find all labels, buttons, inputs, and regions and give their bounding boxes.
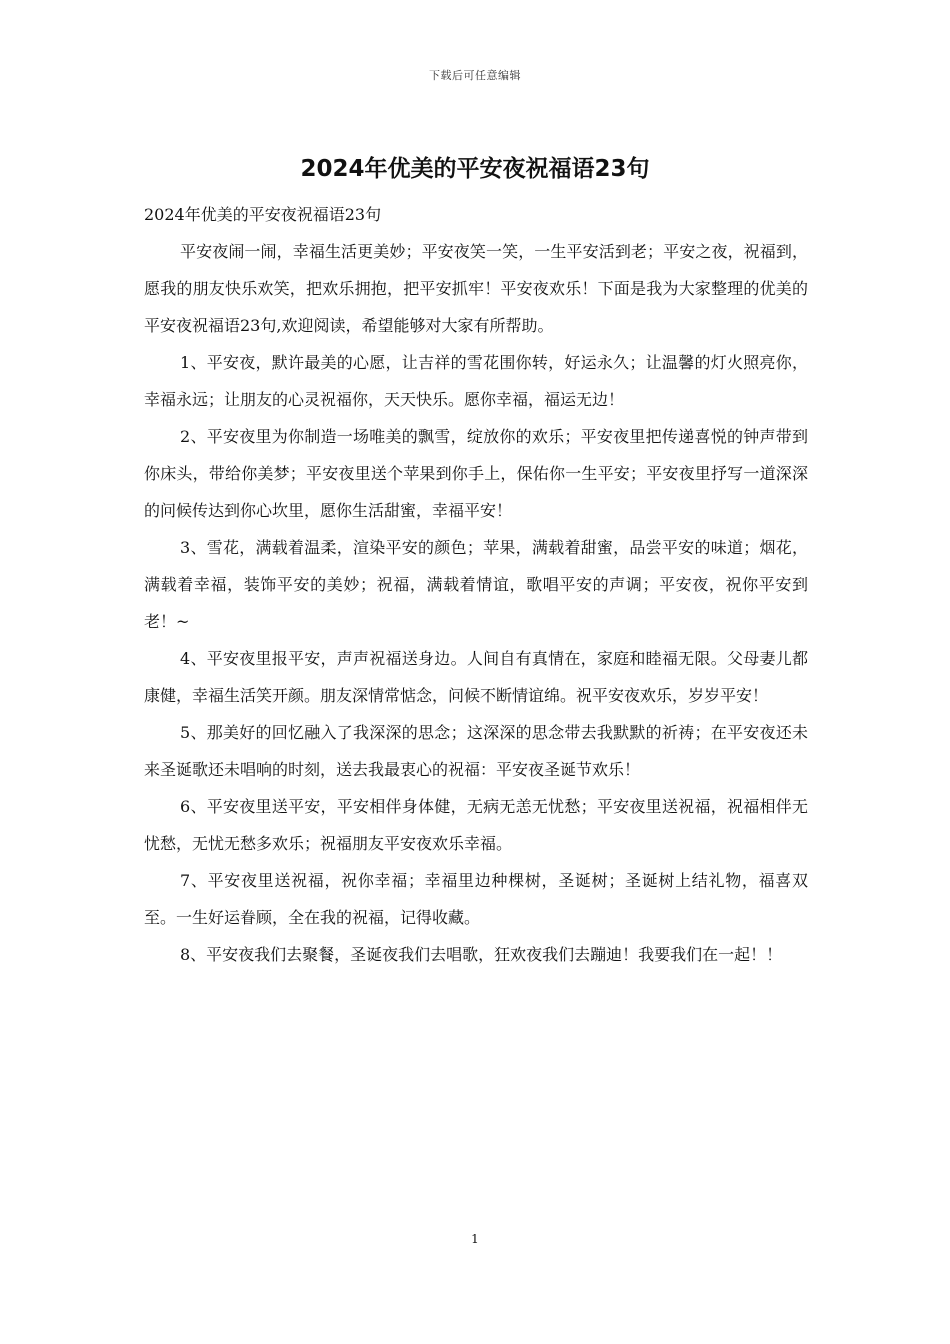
greeting-paragraph-3: 3、雪花，满载着温柔，渲染平安的颜色；苹果，满载着甜蜜，品尝平安的味道；烟花，满载着幸福，装饰平安的美妙；祝福，满载着情谊，歌唱平安的声调；平安夜，祝你平安到老！~ [144,538,808,631]
greeting-paragraph-2: 2、平安夜里为你制造一场唯美的飘雪，绽放你的欢乐；平安夜里把传递喜悦的钟声带到你床头，带给你美梦；平安夜里送个苹果到你手上，保佑你一生平安；平安夜里抒写一道深深的问候传达到你心坎里，愿你生活甜蜜，幸福平安！ [144,427,808,520]
greeting-paragraph-6: 6、平安夜里送平安，平安相伴身体健，无病无恙无忧愁；平安夜里送祝福，祝福相伴无忧愁，无忧无愁多欢乐；祝福朋友平安夜欢乐幸福。 [144,797,808,853]
greeting-paragraph-5: 5、那美好的回忆融入了我深深的思念；这深深的思念带去我默默的祈祷；在平安夜还未来圣诞歌还未唱响的时刻，送去我最衷心的祝福：平安夜圣诞节欢乐！ [144,723,808,779]
greeting-paragraph-1: 1、平安夜，默许最美的心愿，让吉祥的雪花围你转，好运永久；让温馨的灯火照亮你，幸福永远；让朋友的心灵祝福你，天天快乐。愿你幸福，福运无边！ [144,353,808,409]
document-title: 2024年优美的平安夜祝福语23句 [300,156,650,182]
intro-paragraph: 平安夜闹一闹，幸福生活更美妙；平安夜笑一笑，一生平安活到老；平安之夜，祝福到，愿我的朋友快乐欢笑，把欢乐拥抱，把平安抓牢！平安夜欢乐！下面是我为大家整理的优美的平安夜祝福语23句,欢迎阅读，希望能够对大家有所帮助。 [144,242,808,335]
greeting-paragraph-8: 8、平安夜我们去聚餐，圣诞夜我们去唱歌，狂欢夜我们去蹦迪！我要我们在一起！！ [180,945,783,964]
greeting-paragraph-4: 4、平安夜里报平安，声声祝福送身边。人间自有真情在，家庭和睦福无限。父母妻儿都康健，幸福生活笑开颜。朋友深情常惦念，问候不断情谊绵。祝平安夜欢乐，岁岁平安！ [144,649,808,705]
page-header-note: 下载后可任意编辑 [429,69,521,82]
document-body [144,196,808,973]
document-subtitle: 2024年优美的平安夜祝福语23句 [144,205,382,224]
page-number: 1 [471,1232,479,1246]
greeting-paragraph-7: 7、平安夜里送祝福，祝你幸福；幸福里边种棵树，圣诞树；圣诞树上结礼物，福喜双至。一生好运眷顾，全在我的祝福，记得收藏。 [144,871,808,927]
